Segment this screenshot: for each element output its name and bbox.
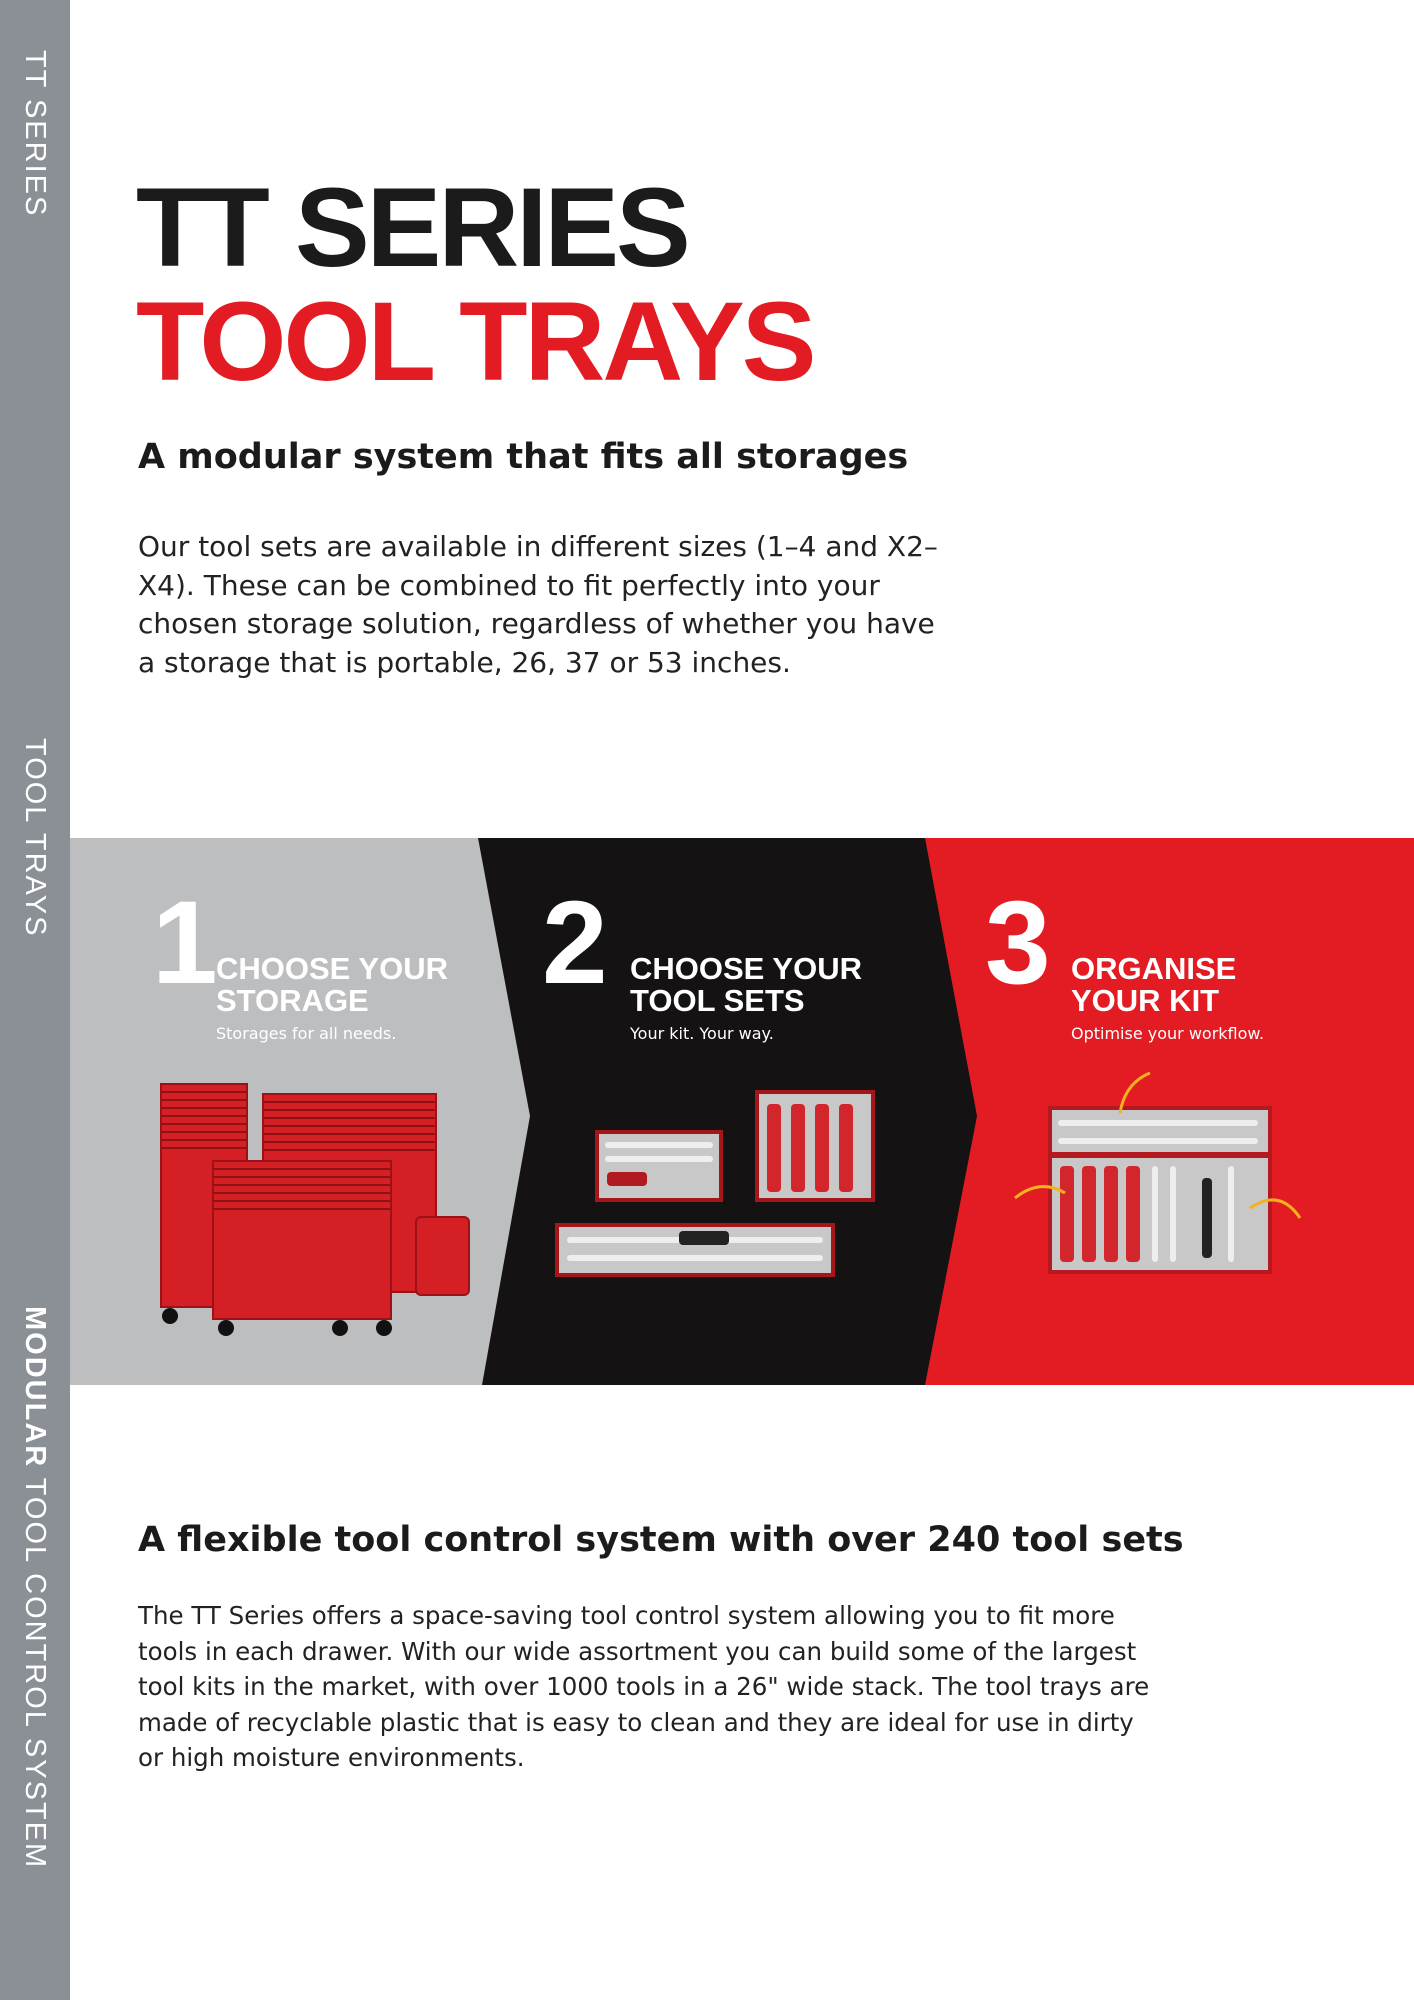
- intro-heading: A modular system that fits all storages: [138, 437, 909, 477]
- step-3-title-line1: ORGANISE: [1071, 951, 1237, 986]
- step-2-title: [630, 953, 930, 1017]
- section2-paragraph: The TT Series offers a space-saving tool control system allowing you to fit more tools in each drawer. With our wide assortment you can build some of the largest tool kits in the market, with over 1000 tools in a 26" wide stack. The tool trays are made of recyclable plastic that is easy to clean and they are ideal for use in dirty or high moisture environments.: [138, 1601, 1150, 1772]
- step-2-title-line1: CHOOSE YOUR: [630, 951, 862, 986]
- step-1-number: 1: [152, 877, 218, 1009]
- step-3-title-line2: YOUR KIT: [1071, 983, 1220, 1018]
- page-title-line1: TT SERIES: [136, 165, 688, 290]
- sidebar-label-topic-bold: MODULAR: [19, 1306, 51, 1469]
- sidebar-label-topic: [18, 1306, 51, 1869]
- intro-paragraph: Our tool sets are available in different sizes (1–4 and X2–X4). These can be combined to fit perfectly into your chosen storage solution, regardless of whether you have a storage that is portable, 26, 37 or 53 inches.: [138, 530, 938, 679]
- step-2-title-line2: TOOL SETS: [630, 983, 805, 1018]
- sidebar-label-topic-rest: TOOL CONTROL SYSTEM: [19, 1468, 51, 1870]
- section2-heading: A flexible tool control system with over 240 tool sets: [138, 1520, 1184, 1560]
- step-1-title-line1: CHOOSE YOUR: [216, 951, 448, 986]
- steps-banner: [70, 838, 1414, 1385]
- arrow-icons: [1010, 1068, 1310, 1268]
- page-title-line2: TOOL TRAYS: [136, 279, 814, 404]
- step-2-number: 2: [542, 877, 608, 1009]
- step-3-subtitle: Optimise your workflow.: [1071, 1024, 1265, 1043]
- step-1-title: [216, 953, 516, 1017]
- sidebar-label-series: TT SERIES: [19, 50, 51, 218]
- step-1-subtitle: Storages for all needs.: [216, 1024, 397, 1043]
- step-3-number: 3: [985, 877, 1051, 1009]
- step-2-subtitle: Your kit. Your way.: [630, 1024, 774, 1043]
- sidebar: [0, 0, 70, 2000]
- sidebar-label-section: TOOL TRAYS: [19, 738, 51, 938]
- step-3-title: [1071, 953, 1371, 1017]
- step-1-title-line2: STORAGE: [216, 983, 369, 1018]
